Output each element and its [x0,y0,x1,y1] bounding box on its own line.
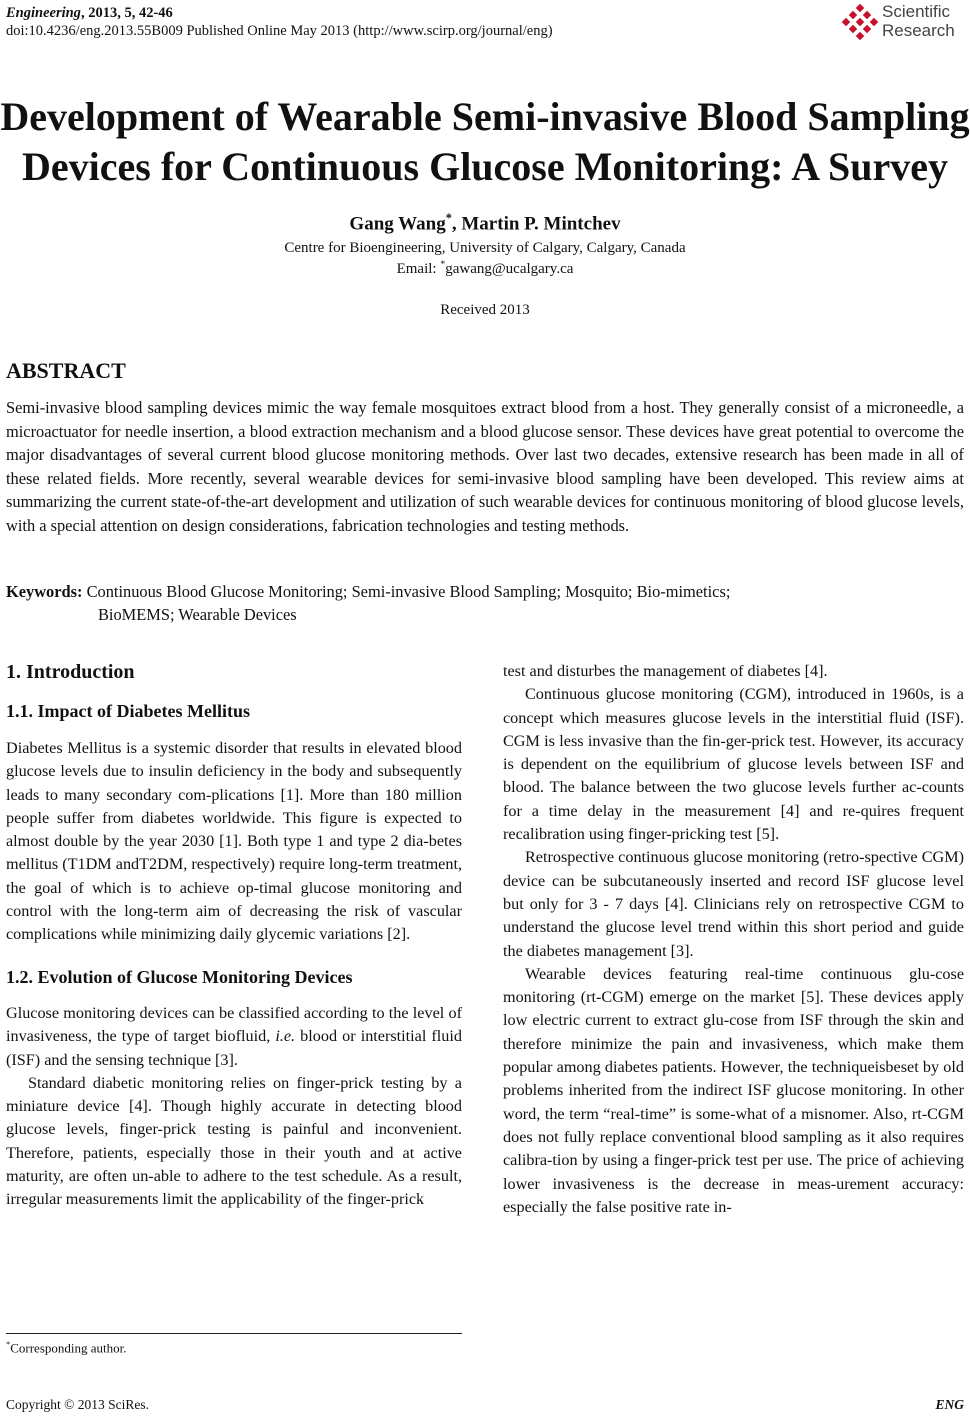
right-column [503,660,964,1219]
paragraph: Wearable devices featuring real-time continuous glu-cose monitoring (rt-CGM) emerge on the market [5]. These devices apply low electric current to extract glu-cose from ISF through the skin and therefore minimize the pain and invasiveness, which make them popular among diabetes patients. However, the techniqueisbeset by old problems inherited from the indirect ISF glucose monitoring. In other word, the term “real-time” is some-what of a misnomer. Also, rt-CGM does not fully replace conventional blood sampling as it also requires calibra-tion by using a finger-prick test per use. The price of achieving lower invasiveness is the decrease in meas-urement accuracy: especially the false positive rate in- [503,964,964,1216]
email-label: Email: [396,261,441,277]
logo-line1: Scientific [882,2,951,21]
paragraph-part: Glucose monitoring devices can be classified according to the level of invasiveness, the type of target biofluid, [6,1004,462,1046]
logo-line2: Research [882,21,955,40]
logo-text [882,2,955,40]
paragraph: Continuous glucose monitoring (CGM), introduced in 1960s, is a concept which measures glucose levels in the interstitial fluid (ISF). CGM is less invasive than the fin-ger-prick test. However, its accuracy is dependent on the equilibrium of glucose levels between ISF and blood. The balance between the two glucose levels further ac-counts for a time delay in the measurement [4] and re-quires frequent recalibration using finger-pricking test [5]. [503,685,964,844]
doi-line: doi:10.4236/eng.2013.55B009 Published Online May 2013 (http://www.scirp.org/journal/eng) [6,23,553,39]
paragraph: test and disturbes the management of diabetes [4]. [503,662,828,680]
scientific-research-logo-icon [842,4,878,40]
author-1: Gang Wang [349,213,446,235]
paper-title [0,92,970,192]
journal-abbreviation: ENG [935,1397,964,1412]
section-heading-introduction: 1. Introduction [6,661,135,683]
footnote-text: Corresponding author. [10,1340,127,1356]
paragraph: Standard diabetic monitoring relies on finger-prick testing by a miniature device [4]. Though highly accurate in detecting blood glucose levels, finger-prick testing is painful and inconvenient. Therefore, patients, especially those in their youth and at active maturity, are often un-able to adhere to the test schedule. As a result, irregular measurements limit the applicability of the finger-prick [6,1073,462,1209]
title-line1: Development of Wearable Semi-invasive Blood Sampling [0,94,970,139]
keywords-line2: BioMEMS; Wearable Devices [98,605,297,624]
left-paragraph-2 [6,1002,462,1212]
email-line [0,259,970,278]
author-list [0,211,970,235]
copyright: Copyright © 2013 SciRes. [6,1397,150,1412]
corresponding-mark: * [445,211,452,225]
affiliation: Centre for Bioengineering, University of Calgary, Calgary, Canada [284,240,686,256]
subsection-heading-1-1: 1.1. Impact of Diabetes Mellitus [6,701,250,721]
keywords-line1 [6,580,730,604]
title-line2: Devices for Continuous Glucose Monitoring: A Survey [22,144,948,189]
publisher-logo [842,2,966,42]
keywords-text1: Continuous Blood Glucose Monitoring; Semi-invasive Blood Sampling; Mosquito; Bio-mimetics; [82,582,731,601]
subsection-heading-1-2: 1.2. Evolution of Glucose Monitoring Devices [6,967,353,987]
footnote [6,1339,126,1356]
abstract-heading: ABSTRACT [6,358,126,383]
paragraph [6,1002,462,1072]
left-paragraph-1 [6,737,462,947]
email-address: gawang@ucalgary.ca [445,261,574,277]
keywords-label: Keywords: [6,582,83,601]
paragraph: Diabetes Mellitus is a systemic disorder that results in elevated blood glucose levels due to insulin deficiency in the body and subsequently leads to many secondary com-plications [1]. More than 180 million people suffer from diabetes worldwide. This figure is expected to almost double by the year 2030 [1]. Both type 1 and type 2 dia-betes mellitus (T1DM andT2DM, respectively) require long-term treatment, the goal of which is to achieve op-timal glucose monitoring and control with the long-term aim of decreasing the risk of vascular complications while minimizing daily glycemic variations [2]. [6,739,462,944]
journal-name: Engineering [6,5,81,21]
footnote-mark: * [6,1339,11,1349]
paragraph: Retrospective continuous glucose monitoring (retro-spective CGM) device can be subcutaneously inserted and record ISF glucose level but only for 3 - 7 days [4]. Clinicians rely on retrospective CGM to understand the glucose level trend within this short period and guide the diabetes management [3]. [503,848,964,960]
email-mark: * [440,259,446,270]
paragraph-part: blood or interstitial fluid (ISF) and the sensing technique [3]. [6,1027,462,1069]
journal-volume: , 2013, 5, 42-46 [80,5,173,21]
abstract-text: Semi-invasive blood sampling devices mimic the way female mosquitoes extract blood from a host. They generally consist of a microneedle, a microactuator for needle insertion, a blood extraction mechanism and a blood glucose sensor. These devices have great potential to overcome the major disadvantages of several current blood glucose monitoring methods. Over last two decades, extensive research has been made in all of these related fields. More recently, several wearable devices for semi-invasive blood sampling have been developed. This review aims at summarizing the current state-of-the-art development and utilization of such wearable devices for continuous monitoring of blood glucose levels, with a special attention on design considerations, fabrication technologies and testing methods. [6,398,964,535]
ie-abbrev: i.e. [275,1027,296,1046]
footnote-rule [6,1333,462,1334]
author-2: , Martin P. Mintchev [451,213,621,235]
journal-citation [6,4,173,22]
received-date: Received 2013 [440,302,530,318]
